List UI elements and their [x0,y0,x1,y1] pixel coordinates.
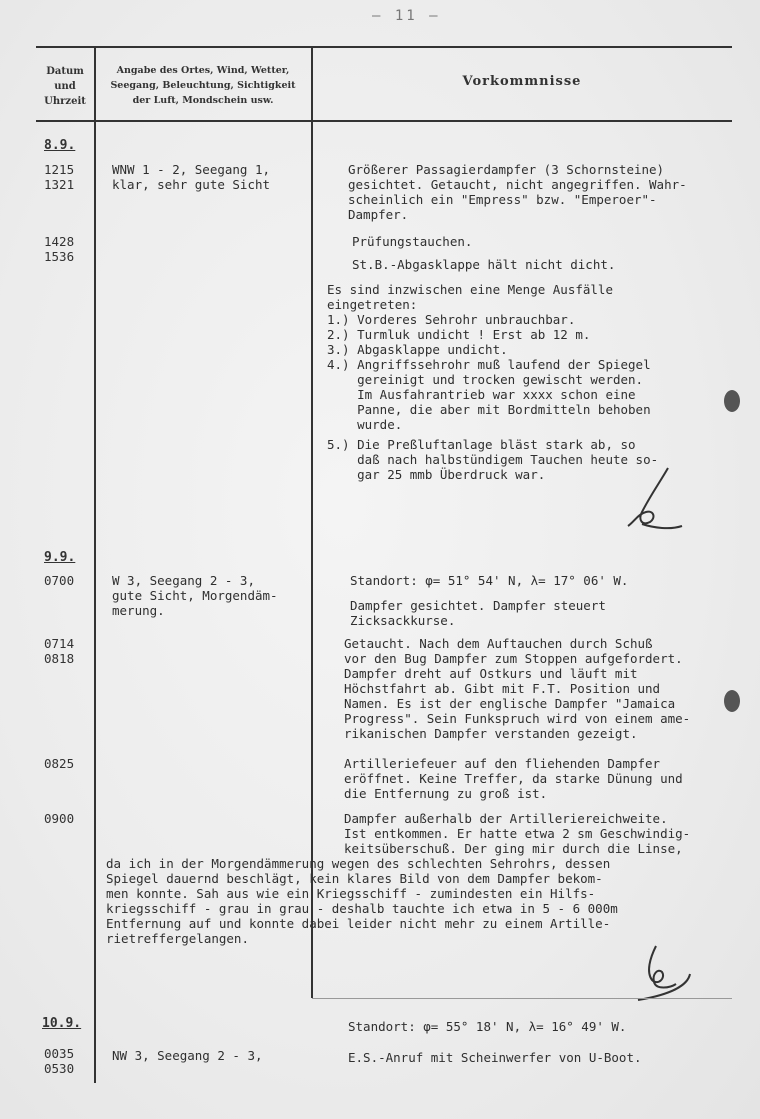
entry-position-10-9: Standort: φ= 55° 18' N, λ= 16° 49' W. [348,1019,627,1034]
time-0714-0818: 0714 0818 [44,636,75,666]
failure-item-1: 1.) Vorderes Sehrohr unbrauchbar. [327,312,576,327]
entry-dawn-periscope: da ich in der Morgendämmerung wegen des schlechten Sehrohrs, dessen Spiegel dauernd beschlägt, kein klares Bild von dem Dampfer bekom- men konnte. Sah aus wie ein Kriegsschiff - zumindesten ein Hilfs- kriegsschiff - grau in grau - deshalb tauchte ich etwa in 5 - 6 000m Entfernung auf und konnte dabei leider nicht mehr zu einem Artille- rietreffergelangen. [106,856,618,946]
header-events: Vorkommnisse [462,74,582,89]
date-9-9: 9.9. [44,550,76,565]
time-1215-1321: 1215 1321 [44,162,75,192]
entry-searchlight-call: E.S.-Anruf mit Scheinwerfer von U-Boot. [348,1050,642,1065]
section-rule-10-9 [312,998,732,999]
time-0900: 0900 [44,811,75,826]
top-rule [36,46,732,48]
date-10-9: 10.9. [42,1016,82,1031]
weather-9-9: W 3, Seegang 2 - 3, gute Sicht, Morgendäm- merung. [112,573,278,618]
time-0700: 0700 [44,573,75,588]
time-0825: 0825 [44,756,75,771]
failure-item-5: 5.) Die Preßluftanlage bläst stark ab, so daß nach halbstündigem Tauchen heute so- gar 25 mmb Überdruck war. [327,437,659,482]
header-bottom-rule [36,120,732,122]
failure-item-2: 2.) Turmluk undicht ! Erst ab 12 m. [327,327,591,342]
time-1428-1536: 1428 1536 [44,234,75,264]
weather-8-9: WNW 1 - 2, Seegang 1, klar, sehr gute Sicht [112,162,271,192]
entry-position-9-9: Standort: φ= 51° 54' N, λ= 17° 06' W. [350,573,629,588]
time-0035-0530: 0035 0530 [44,1046,75,1076]
failure-item-3: 3.) Abgasklappe undicht. [327,342,508,357]
entry-passenger-steamer: Größerer Passagierdampfer (3 Schornsteine) gesichtet. Getaucht, nicht angegriffen. Wahr- scheinlich ein "Empress" bzw. "Emperoer"- Dampfer. [348,162,687,222]
punch-hole-2 [724,690,740,712]
entry-failures-intro: Es sind inzwischen eine Menge Ausfälle eingetreten: [327,282,613,312]
failure-item-4: 4.) Angriffssehrohr muß laufend der Spiegel gereinigt und trocken gewischt werden. Im Ausfahrantrieb war xxxx schon eine Panne, die aber mit Bordmitteln behoben wurde. [327,357,651,432]
column-divider-1 [94,48,96,1083]
header-location-weather: Angabe des Ortes, Wind, Wetter, Seegang, Beleuchtung, Sichtigkeit der Luft, Mondschein usw. [110,65,296,106]
punch-hole-1 [724,390,740,412]
entry-steamer-sighted: Dampfer gesichtet. Dampfer steuert Zicksackkurse. [350,598,606,628]
entry-artillery-fire: Artilleriefeuer auf den fliehenden Dampfer eröffnet. Keine Treffer, da starke Dünung und die Entfernung zu groß ist. [344,756,683,801]
entry-jamaica-progress: Getaucht. Nach dem Auftauchen durch Schuß vor den Bug Dampfer zum Stoppen aufgefordert. Dampfer dreht auf Ostkurs und läuft mit Höchstfahrt ab. Gibt mit F.T. Position und Namen. Es ist der englische Dampfer "Jamaica Progress". Sein Funkspruch wird von einem ame- rikanischen Dampfer verstanden gezeigt. [344,636,691,741]
weather-10-9: NW 3, Seegang 2 - 3, [112,1048,263,1063]
header-date-time: Datum und Uhrzeit [44,66,86,107]
date-8-9: 8.9. [44,138,76,153]
entry-exhaust-flap: St.B.-Abgasklappe hält nicht dicht. [352,257,616,272]
commander-signature-1 [620,462,690,534]
entry-test-dive: Prüfungstauchen. [352,234,473,249]
entry-out-of-range: Dampfer außerhalb der Artilleriereichweite. Ist entkommen. Er hatte etwa 2 sm Geschwindig- keitsüberschuß. Der ging mir durch die Linse, [344,811,691,856]
page-number: – 11 – [372,8,441,24]
